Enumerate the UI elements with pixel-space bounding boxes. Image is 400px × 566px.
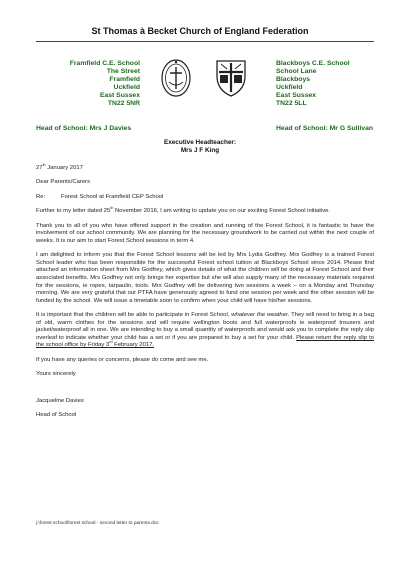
paragraph-1: Further to my letter dated 25th November 2016, I am writing to update you on our exciting Forest School initiative. [36, 206, 331, 215]
executive-title: Executive Headteacher: [163, 139, 237, 146]
framfield-crest-icon [160, 58, 192, 98]
salutation: Dear Parents/Carers [36, 179, 91, 186]
file-path-footer: j:\forest school\forest school - second letter to parents.doc [36, 521, 159, 526]
right-school-address [276, 60, 376, 108]
executive-name: Mrs J F King [180, 147, 220, 154]
title-divider [36, 41, 374, 42]
address-line: East Sussex [276, 92, 317, 99]
paragraph-3: I am delighted to inform you that the Forest School lessons will be led by Mrs Lydia Godfrey. Mrs Godfrey is a trained Forest School leader who has been responsible for the successful Forest school tuition at Blackboys School since 2014. Please find attached an information sheet from Mrs Godfrey, which gives details of what the children will be doing at Forest School and their associated benefits. Mrs Godfrey not only brings her expertise but she will also supply many of the necessary materials required for the sessions, ie ropes, tarpaulin, tools. Mrs Godfrey will be delivering two sessions a week – on a Monday and Thursday morning. We are very grateful that our PTFA have generously agreed to fund one session per week and the other session will be funded by the school. We will issue a timetable soon to confirm when your child will have his/her sessions. [36, 252, 374, 304]
address-line: Blackboys C.E. School [276, 60, 350, 67]
reply-deadline: Please return the reply slip to the school office by Friday 3rd February 2017. [36, 334, 375, 349]
left-school-address [60, 60, 140, 108]
signature-title: Head of School [36, 412, 77, 419]
left-head-of-school: Head of School: Mrs J Davies [36, 125, 132, 132]
letter-date: 27th January 2017 [36, 163, 83, 171]
closing: Yours sincerely [36, 371, 76, 378]
address-line: Blackboys [276, 76, 311, 83]
signature-name: Jacqueline Davies [36, 397, 84, 404]
paragraph-2: Thank you to all of you who have offered support in the creation and running of the Forest School, it is fantastic to have the involvement of our school community. We are planning for the necessary groundwork to be carried out within the next couple of weeks. It is our aim to start Forest School sessions in term 4. [36, 222, 374, 244]
address-line: Framfield C.E. School [69, 60, 140, 67]
address-line: Uckfield [113, 84, 140, 91]
address-line: Uckfield [276, 84, 303, 91]
address-line: Framfield [109, 76, 140, 83]
address-line: The Street [106, 68, 140, 75]
address-line: East Sussex [99, 92, 140, 99]
paragraph-4: It is important that the children will be able to participate in Forest School, whatever the weather. They will need to bring in a bag of old, warm clothes for the sessions and will require wellington boots and full waterproofs ie waterproof trousers and jacket/waterproof all in one. We are intending to buy a small quantity of waterproofs and would ask you to complete the reply slip overleaf to indicate whether your child has a set or if you are prepared to buy a set for your child. Please return the reply slip to the school office by Friday 3rd February 2017. [36, 312, 375, 349]
right-head-of-school: Head of School: Mr G Sullivan [276, 125, 374, 132]
executive-headteacher [0, 139, 400, 155]
address-line: TN22 5LL [276, 100, 307, 107]
federation-title: St Thomas à Becket Church of England Federation [91, 26, 309, 36]
address-line: TN22 5NR [107, 100, 140, 107]
address-line: School Lane [276, 68, 317, 75]
letter-body [36, 165, 374, 426]
subject-line: Re: Forest School at Framfield CEP School [36, 193, 164, 200]
paragraph-5: If you have any queries or concerns, please do come and see me. [36, 356, 209, 363]
blackboys-crest-icon [214, 58, 248, 98]
